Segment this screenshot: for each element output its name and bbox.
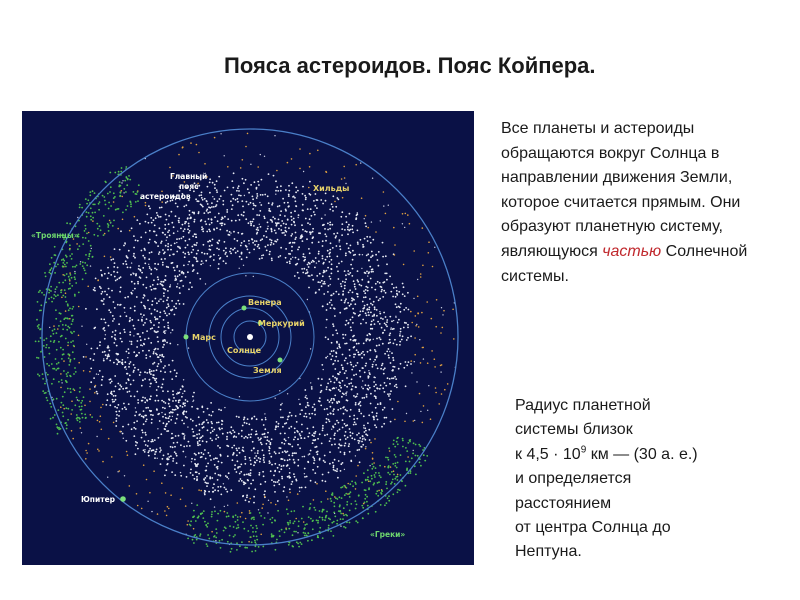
greeks-label: «Греки» bbox=[370, 530, 406, 539]
venus-marker bbox=[242, 306, 247, 311]
asteroid-belt-illustration bbox=[22, 111, 474, 565]
mars-label: Марс bbox=[192, 333, 216, 342]
main-belt-label-3: астероидов bbox=[140, 192, 191, 201]
main-belt-label-2: пояс bbox=[179, 182, 199, 191]
mars-marker bbox=[184, 335, 189, 340]
radius-line-5: расстоянием bbox=[515, 494, 612, 512]
solar-system-diagram bbox=[22, 111, 474, 565]
radius-line-3 bbox=[515, 443, 745, 467]
radius-line-7: Нептуна. bbox=[515, 543, 582, 561]
radius-line-1: Радиус планетной bbox=[515, 397, 651, 414]
mercury-label: Меркурий bbox=[258, 319, 305, 328]
hildas-label: Хильды bbox=[313, 184, 350, 193]
jupiter-marker bbox=[120, 496, 126, 502]
paragraph-radius bbox=[515, 394, 745, 565]
radius-value: к 4,5 · 10 bbox=[515, 445, 581, 463]
radius-line-6: от центра Солнца до bbox=[515, 519, 671, 537]
paragraph1-text: Все планеты и астероиды обращаются вокруг Солнца в направлении движения Земли, которое считается прямым. Они образуют планетную систему, являющуюся bbox=[501, 120, 741, 260]
earth-label: Земля bbox=[253, 366, 282, 375]
radius-exponent: 9 bbox=[580, 444, 587, 456]
jupiter-label: Юпитер bbox=[81, 495, 116, 504]
venus-label: Венера bbox=[248, 298, 282, 307]
radius-line-2: системы близок bbox=[515, 421, 633, 439]
radius-unit: км — (30 а. е.) bbox=[586, 445, 698, 463]
highlight-word: частью bbox=[602, 242, 662, 260]
earth-marker bbox=[278, 358, 283, 363]
paragraph1-end: Солнечной системы. bbox=[501, 242, 748, 285]
sun-label: Солнце bbox=[227, 346, 262, 355]
slide-title: Пояса астероидов. Пояс Койпера. bbox=[224, 53, 596, 78]
radius-line-4: и определяется bbox=[515, 470, 632, 488]
main-belt-label-1: Главный bbox=[170, 172, 208, 181]
trojans-label: «Троянцы» bbox=[31, 231, 79, 240]
paragraph-planetary-system bbox=[501, 117, 776, 289]
sun-marker bbox=[247, 334, 253, 340]
